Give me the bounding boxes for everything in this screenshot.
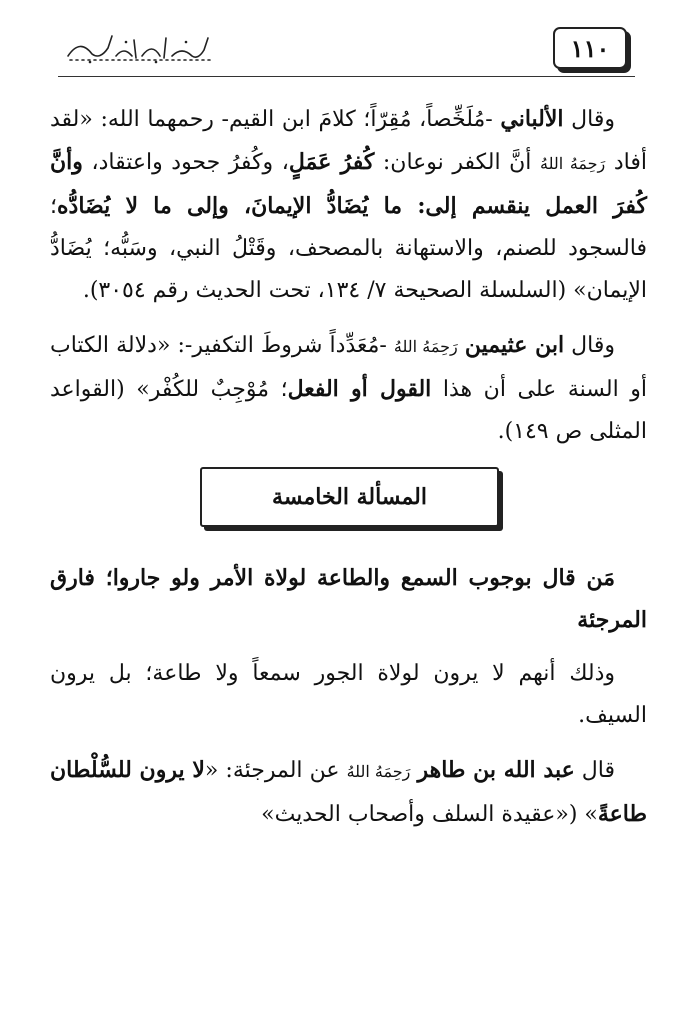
text-span: وقال [563,107,615,132]
bold-term: كُفرُ عَمَلٍ [288,149,375,175]
paragraph-albani-quote [50,98,647,312]
honorific: رَحِمَهُ اللهُ [539,154,606,173]
page-body [50,98,647,848]
text-span: -مُلَخِّصاً، مُقِرّاً؛ كلامَ ابن القيم- رحمهما الله: «لقد أفاد [50,107,647,175]
honorific: رَحِمَهُ اللهُ [346,762,411,781]
header-rule [58,76,635,77]
paragraph-explanation: وذلك أنهم لا يرون لولاة الجور سمعاً ولا طاعة؛ بل يرون السيف. [50,661,647,728]
scholar-name-uthaymin: ابن عثيمين [464,332,565,358]
text-span: وقال [564,333,616,358]
book-title-logo [60,28,220,66]
text-span [458,333,465,358]
text-span: عن المرجئة: « [204,758,347,783]
text-span: ، وكُفرُ جحود واعتقاد، [82,150,289,175]
text-span: ؛ مُوْجِبٌ للكُفْر» (القواعد المثلى ص ١٤٩). [50,377,647,444]
page-number: ١١٠ [570,33,610,63]
paragraph-uthaymin-quote [50,324,647,453]
issue-heading: مَن قال بوجوب السمع والطاعة لولاة الأمر ولو جاروا؛ فارق المرجئة [50,565,647,633]
text-span: قال [574,758,615,783]
bold-quote: لا يرون للسُّلْطان طاعةً [50,757,647,827]
bold-statement: وأنَّ كُفرَ العمل ينقسم إلى: ما يُضَادُّ الإيمانَ، وإلى ما لا يُضَادُّه [50,149,647,219]
scholar-name-ibn-tahir: عبد الله بن طاهر [417,757,575,783]
scholar-name-albani: الألباني [500,106,564,132]
section-title-box [200,467,499,527]
text-span: أنَّ الكفر نوعان: [374,150,540,175]
section-title-wrap [50,467,647,539]
text-span: » («عقيدة السلف وأصحاب الحديث» [261,802,598,827]
honorific: رَحِمَهُ اللهُ [393,337,458,356]
text-span: -مُعَدِّداً شروطَ التكفير-: «دلالة الكتاب أو السنة على أن هذا [50,333,647,402]
page-number-box [553,27,627,69]
paragraph-ibn-tahir-quote [50,749,647,836]
bold-term: القول أو الفعل [287,376,432,402]
section-title: المسألة الخامسة [272,484,427,510]
text-span: ؛ فالسجود للصنم، والاستهانة بالمصحف، وقَتْلُ النبي، وسَبُّه؛ يُضَادُّ الإيمان» (السلسلة الصحيحة ٧/ ١٣٤، تحت الحديث رقم ٣٠٥٤). [50,194,647,303]
